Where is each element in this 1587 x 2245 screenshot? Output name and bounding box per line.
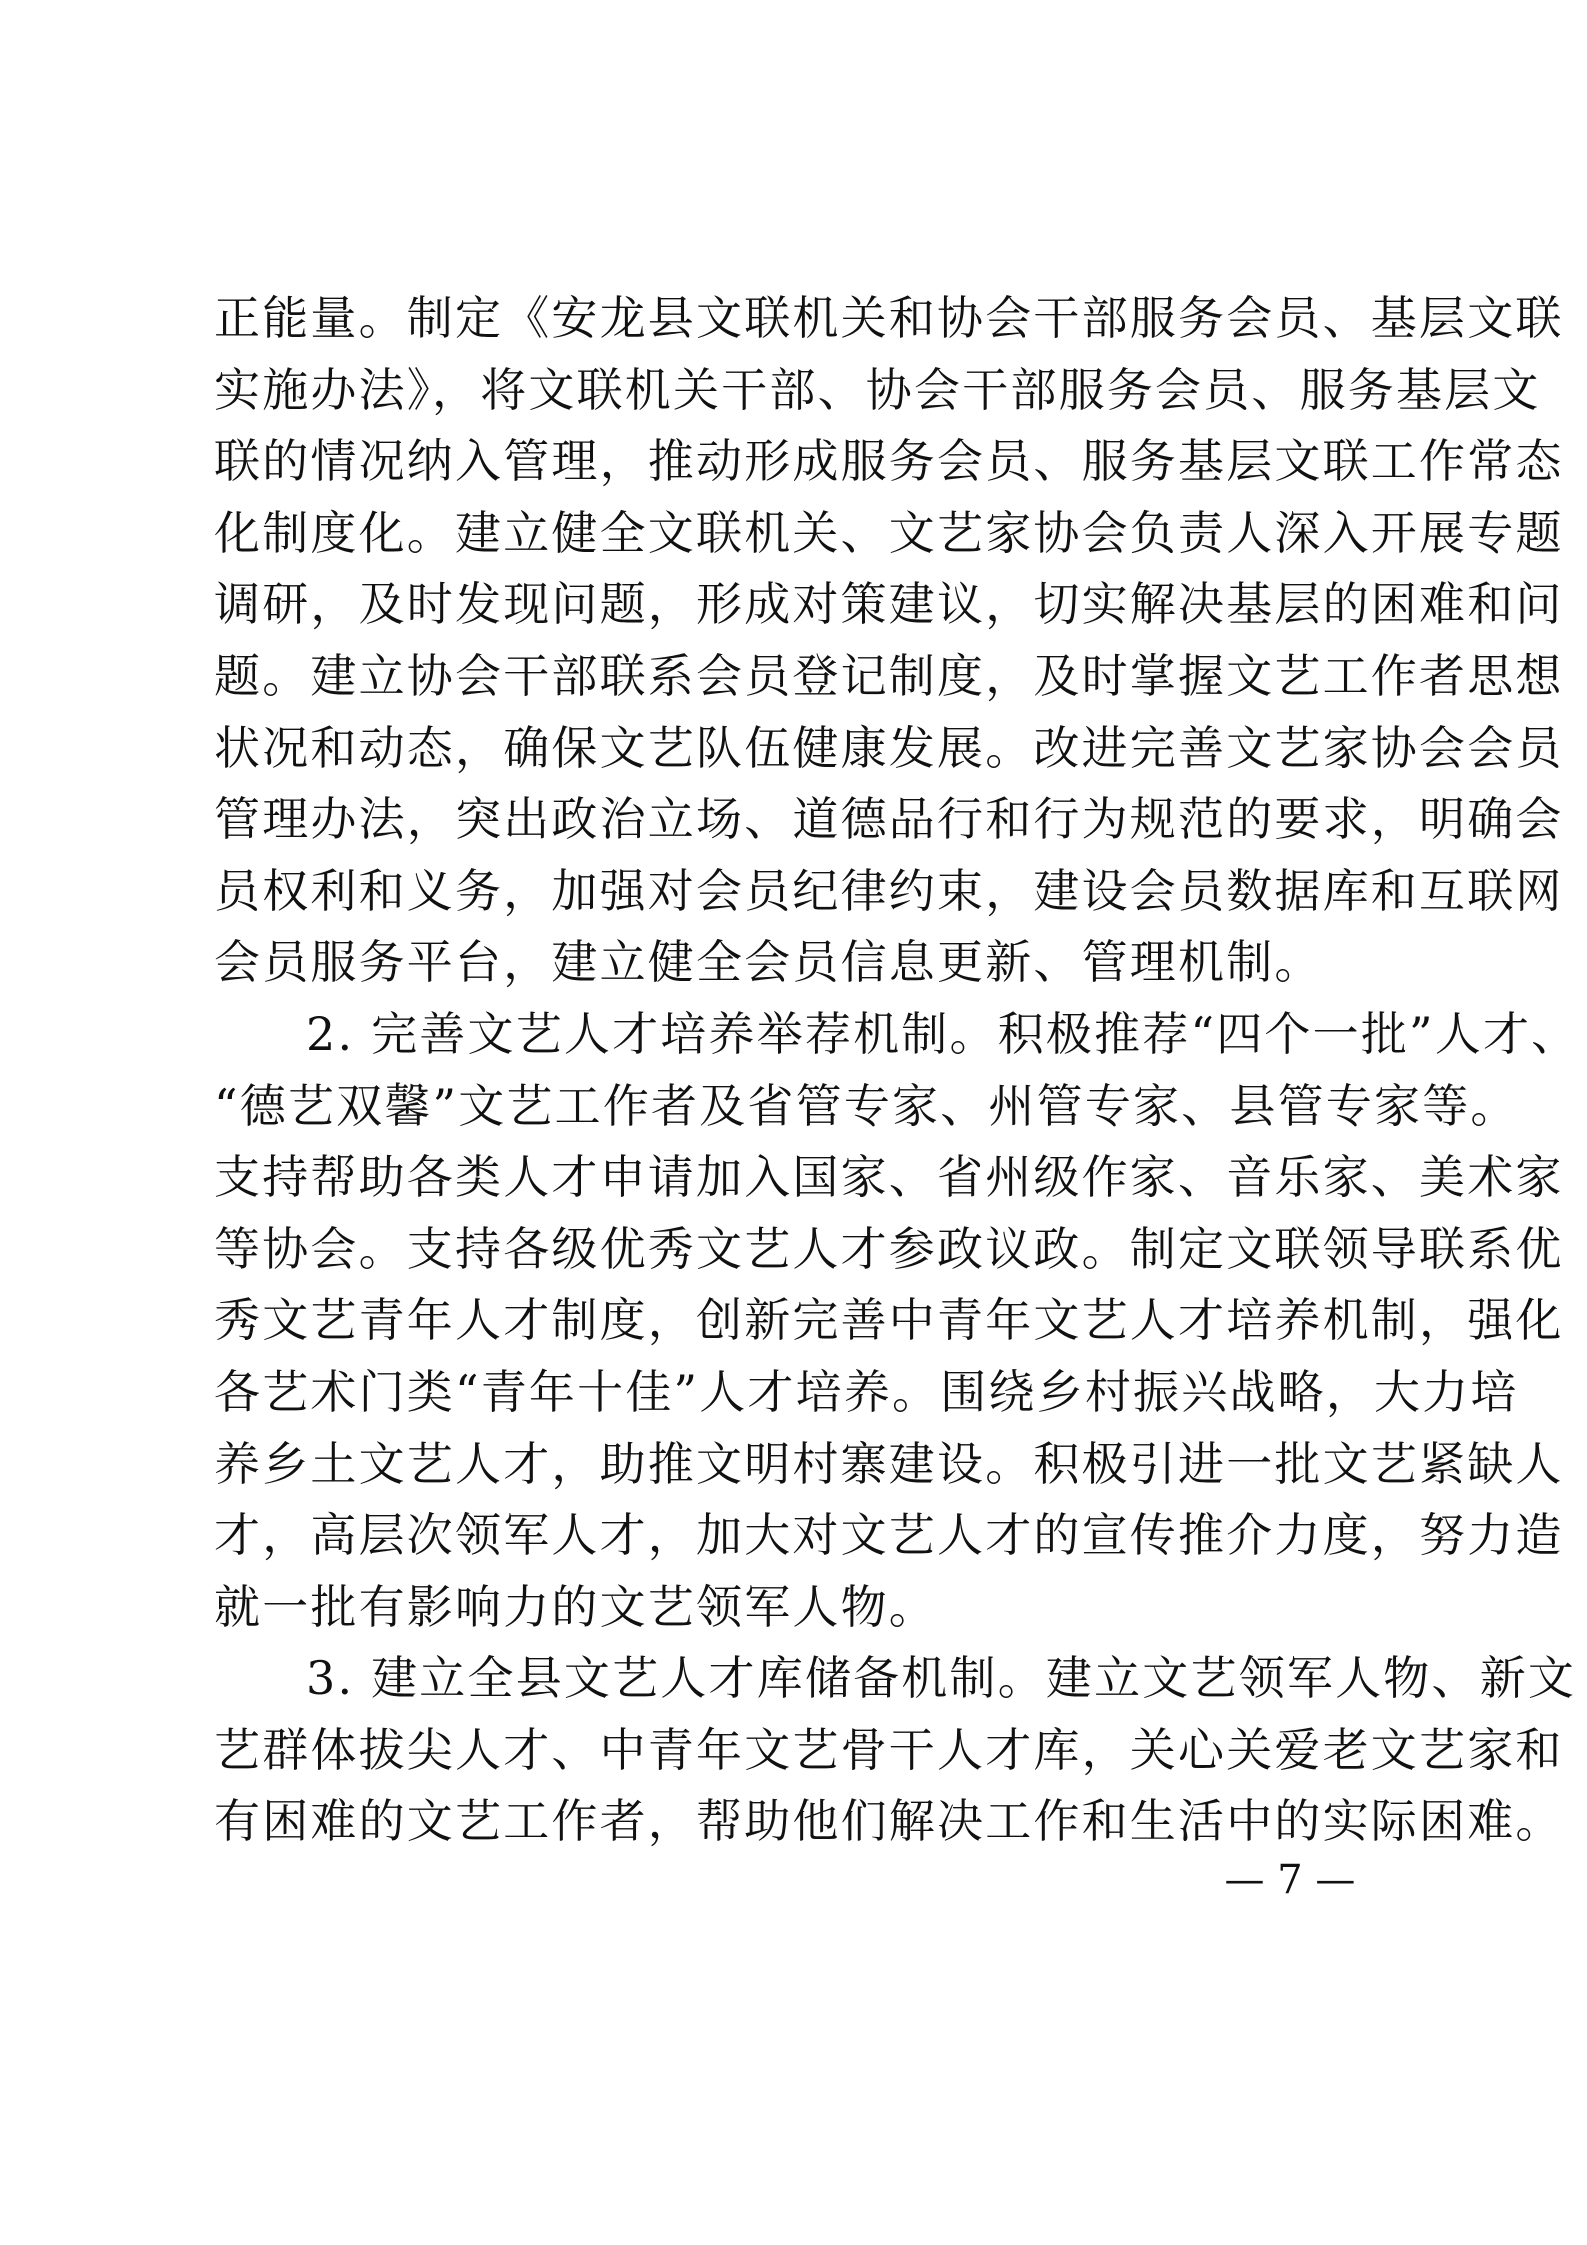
text-line: 实施办法》，将文联机关干部、协会干部服务会员、服务基层文 xyxy=(214,362,1541,417)
text-line: 秀文艺青年人才制度，创新完善中青年文艺人才培养机制，强化 xyxy=(214,1293,1564,1348)
text-line: 管理办法，突出政治立场、道德品行和行为规范的要求，明确会 xyxy=(214,792,1564,847)
paragraph-3-first-line: 3. 建立全县文艺人才库储备机制。建立文艺领军人物、新文 xyxy=(306,1651,1577,1706)
text-line: 支持帮助各类人才申请加入国家、省州级作家、音乐家、美术家 xyxy=(214,1150,1564,1205)
text-line: 等协会。支持各级优秀文艺人才参政议政。制定文联领导联系优 xyxy=(214,1221,1564,1276)
text-line: 状况和动态，确保文艺队伍健康发展。改进完善文艺家协会会员 xyxy=(214,720,1564,775)
page-number: — 7 — xyxy=(1224,1857,1356,1903)
text-line: 员权利和义务，加强对会员纪律约束，建设会员数据库和互联网 xyxy=(214,863,1564,918)
text-line: 联的情况纳入管理，推动形成服务会员、服务基层文联工作常态 xyxy=(214,434,1564,489)
paragraph-end-line: 会员服务平台，建立健全会员信息更新、管理机制。 xyxy=(214,935,1323,990)
text-line: 艺群体拔尖人才、中青年文艺骨干人才库，关心关爱老文艺家和 xyxy=(214,1722,1564,1777)
text-line: 各艺术门类“青年十佳”人才培养。围绕乡村振兴战略，大力培 xyxy=(214,1364,1519,1419)
text-line: 题。建立协会干部联系会员登记制度，及时掌握文艺工作者思想 xyxy=(214,648,1564,703)
text-line: 养乡土文艺人才，助推文明村寨建设。积极引进一批文艺紧缺人 xyxy=(214,1436,1564,1491)
text-line: 才，高层次领军人才，加大对文艺人才的宣传推介力度，努力造 xyxy=(214,1508,1564,1563)
paragraph-end-line: 就一批有影响力的文艺领军人物。 xyxy=(214,1579,937,1634)
text-line: 化制度化。建立健全文联机关、文艺家协会负责人深入开展专题 xyxy=(214,505,1564,560)
text-line: 正能量。制定《安龙县文联机关和协会干部服务会员、基层文联 xyxy=(214,291,1564,345)
paragraph-2-first-line: 2. 完善文艺人才培养举荐机制。积极推荐“四个一批”人才、 xyxy=(306,1006,1580,1061)
body-text xyxy=(214,283,1580,1858)
text-line: 有困难的文艺工作者，帮助他们解决工作和生活中的实际困难。 xyxy=(214,1794,1564,1849)
text-line: “德艺双馨”文艺工作者及省管专家、州管专家、县管专家等。 xyxy=(214,1078,1519,1133)
text-line: 调研，及时发现问题，形成对策建议，切实解决基层的困难和问 xyxy=(214,577,1564,632)
